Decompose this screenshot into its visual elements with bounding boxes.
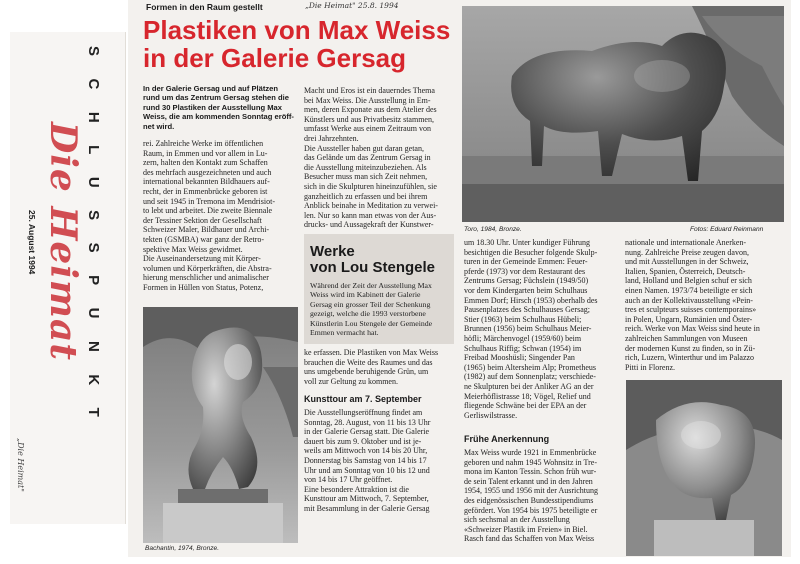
section-label: Formen in den Raum gestellt — [146, 2, 263, 12]
column-3-text: um 18.30 Uhr. Unter kundiger Führung besichtigen die Besucher folgende Skulp- turen in der Gemeinde Emmen: Feuer- pferde (1973) vor dem Restaurant des Zentrums Gersag; Füchslein (1949/50) vor dem Kindergarten beim Schulhaus Emmen Dorf; Hirsch (1953) oberhalb des Pausenplatzes des Schulhauses Gersag; Stier (1963) beim Schulhaus Hübeli; Brunnen (1956) beim Schulhaus Meier- höfli; Märchenvogel (1959/60) beim Schulhaus Riffig; Schwan (1954) im Freibad Mooshüsli; Singender Pan (1965) beim Altersheim Alp; Prometheus (1982) auf dem Sonnenplatz; verschiede- ne Skulpturen bei der Anliker AG an der Meierhöflistrasse 18; Vögel, Relief und fliegende Schwäne bei der EPA an der Gerliswilstrasse. — [464, 238, 598, 420]
photo-sculpture-small — [626, 380, 782, 556]
side-strip-letters-wrap — [82, 46, 102, 446]
column-2-text-top: Macht und Eros ist ein dauerndes Thema bei Max Weiss. Die Ausstellung in Em- men, deren Exponate aus dem Atelier des Künstlers und aus Privatbesitz stammen, umfasst Werke aus einem Zeitraum von drei Jahrzehnten. Die Aussteller haben gut daran getan, das Gelände um das Zentrum Gersag in die Ausstellung miteinzubeziehen. Als Besucher muss man sich Zeit nehmen, sich in die Skulpturen hineinzufühlen, sie ganzheitlich zu erfassen und bei ihrem Anblick beinahe in Meditation zu verwei- len. Nur so kann man etwas von der Aus- drucks- und Aussagekraft der Kunstwer- — [304, 86, 438, 230]
column-1-text: rei. Zahlreiche Werke im öffentlichen Raum, in Emmen und vor allem in Lu- zern, halten den Kontakt zum Schaffen des mehrfach ausgezeichneten und auch international bekannten Bildhauers auf- recht, der in Emmenbrücke geboren ist und seit 1945 in Tremona im Mendrisiot- to lebt und arbeitet. Die zweite Biennale der Tessiner Sektion der Gesellschaft Schweizer Maler, Bildhauer und Archi- tekten (GSMBA) war ganz der Retro- spektive Max Weiss gewidmet. Die Auseinandersetzung mit Körper- volumen und Körperkräften, die Abstra- hierung menschlicher und animalischer Formen in Hüllen von Status, Potenz, — [143, 139, 275, 292]
column-4-text: nationale und internationale Anerken- nung. Zahlreiche Preise zeugen davon, und mit Ausstellungen in der Schweiz, Italien, Spanien, Österreich, Deutsch- land, Holland und Belgien schuf er sich einen Namen. 1973/74 beteiligte er sich auch an der Kollektivausstellung «Pein- tres et sculpteurs suisses contemporains» in Polen, Ungarn, Rumänien und Öster- reich. Werke von Max Weiss sind heute in zahlreichen Sammlungen von Museen der modernen Kunst zu finden, so in Zü- rich, Luzern, Winterthur und im Palazzo Pitti in Florenz. — [625, 238, 760, 372]
box-headline-1: Werke — [310, 243, 355, 260]
column-2-text-mid: ke erfassen. Die Plastiken von Max Weiss brauchen die Weite des Raumes und das uns umgebende beruhigende Grün, um voll zur Geltung zu kommen. — [304, 348, 439, 386]
photo-bachantin — [143, 307, 298, 543]
headline-line-2: in der Galerie Gersag — [143, 43, 407, 73]
handwritten-note-wrap — [16, 438, 31, 518]
subhead-kunsttour: Kunsttour am 7. September — [304, 394, 422, 404]
column-2-text-bottom: Die Ausstellungseröffnung findet am Sonntag, 28. August, von 11 bis 13 Uhr in der Galerie Gersag statt. Die Galerie dauert bis zum 9. Oktober und ist je- weils am Mittwoch von 14 bis 20 Uhr, Donnerstag bis Samstag von 14 bis 17 Uhr und am Sonntag von 10 bis 12 und von 14 bis 17 Uhr geöffnet. Eine besondere Attraktion ist die Kunsttour am Mittwoch, 7. September, mit Besammlung in der Galerie Gersag — [304, 408, 431, 513]
handwritten-source: „Die Heimat" 25.8. 1994 — [305, 1, 399, 10]
headline — [143, 16, 453, 72]
photo-toro — [462, 6, 784, 222]
caption-toro: Toro, 1984, Bronze. — [464, 226, 522, 233]
lead-paragraph: In der Galerie Gersag und auf Plätzen rund um das Zentrum Gersag stehen die rund 30 Plastiken der Ausstellung Max Weiss, die am kommenden Sonntag eröff- net wird. — [143, 84, 294, 131]
side-strip-letters: SCHLUSSPUNKT — [85, 46, 102, 440]
subhead-anerkennung: Frühe Anerkennung — [464, 434, 550, 444]
masthead-wrap — [44, 122, 84, 422]
masthead: Die Heimat — [42, 122, 84, 361]
box-text: Während der Zeit der Ausstellung Max Weiss wird im Kabinett der Galerie Gersag ein grosser Teil der Schenkung gezeigt, welche die 1993 verstorbene Künstlerin Lou Stengele der Gemeinde Emmen vermacht hat. — [310, 281, 433, 338]
stengele-box — [304, 234, 454, 344]
handwritten-note: „Die Heimat" — [16, 438, 25, 492]
photo-credit: Fotos: Eduard Reinmann — [690, 226, 764, 233]
caption-bachantin: Bachantin, 1974, Bronze. — [145, 545, 220, 552]
issue-date-wrap — [27, 210, 42, 370]
issue-date: 25. August 1994 — [27, 210, 37, 275]
column-3-text-bottom: Max Weiss wurde 1921 in Emmenbrücke geboren und nahm 1945 Wohnsitz in Tre- mona im Kanton Tessin. Schon früh wur- de sein Talent erkannt und in den Jahren 1954, 1955 und 1956 mit der Ausrichtung des eidgenössischen Bundesstipendiums gefördert. Von 1954 bis 1975 beteiligte er sich sechsmal an der Ausstellung «Schweizer Plastik im Freien» in Biel. Rasch fand das Schaffen von Max Weiss — [464, 448, 598, 544]
headline-line-1: Plastiken von Max Weiss — [143, 15, 451, 45]
box-headline-2: von Lou Stengele — [310, 259, 436, 276]
